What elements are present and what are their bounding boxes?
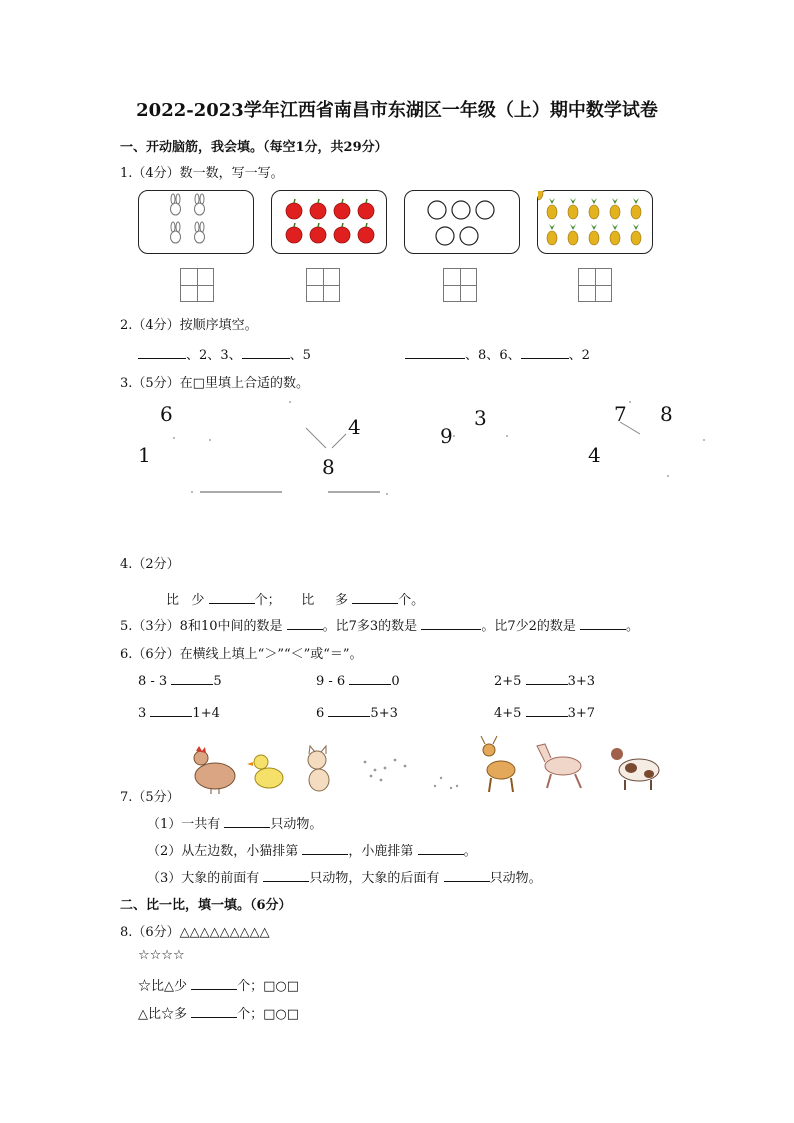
q2-sequence-1: 、2、3、 、5 bbox=[138, 344, 311, 363]
q3-stem: 3.（5分）在□里填上合适的数。 bbox=[120, 376, 309, 391]
q3-number: 7 bbox=[614, 402, 627, 426]
elephant-icon bbox=[364, 759, 407, 782]
q8-text: 个；□○□ bbox=[237, 1007, 300, 1022]
q8-text: △比☆多 bbox=[138, 1007, 187, 1022]
q8-stem: 8.（6分）△△△△△△△△△ bbox=[120, 925, 270, 940]
section-1-heading: 一、开动脑筋，我会填。（每空1分，共29分） bbox=[120, 140, 388, 155]
q3-number: 3 bbox=[474, 406, 487, 430]
q3-number: 4 bbox=[588, 443, 601, 467]
q7-blank[interactable] bbox=[224, 815, 270, 828]
q5-blank[interactable] bbox=[580, 617, 626, 630]
q5-text: 。比7少2的数是 bbox=[481, 619, 576, 634]
q6-right: 0 bbox=[391, 674, 400, 689]
q1-answer-grid-2[interactable] bbox=[306, 268, 340, 302]
q6-blank[interactable] bbox=[328, 704, 370, 717]
q2-blank[interactable] bbox=[138, 346, 186, 359]
horse-icon bbox=[537, 744, 581, 788]
q6-right: 1+4 bbox=[192, 706, 220, 721]
q3-number-diagram bbox=[120, 392, 720, 512]
q8-blank[interactable] bbox=[191, 1005, 237, 1018]
q7-stem: 7.（5分） bbox=[120, 790, 180, 805]
q6-blank[interactable] bbox=[526, 704, 568, 717]
q1-answer-grid-4[interactable] bbox=[578, 268, 612, 302]
q8-text: ☆比△少 bbox=[138, 979, 187, 994]
q2-value: 3 bbox=[220, 348, 229, 363]
rabbit-icon-group bbox=[139, 191, 253, 253]
q7-text: （2）从左边数，小猫排第 bbox=[147, 844, 299, 859]
q3-number: 9 bbox=[440, 424, 453, 448]
q7-blank[interactable] bbox=[418, 842, 464, 855]
q2-stem: 2.（4分）按顺序填空。 bbox=[120, 318, 258, 333]
q7-blank[interactable] bbox=[444, 869, 490, 882]
q6-blank[interactable] bbox=[526, 672, 568, 685]
q4-line bbox=[166, 589, 424, 608]
q6-item bbox=[316, 672, 400, 689]
q2-sequence-2: 、8、6、 、2 bbox=[405, 344, 590, 363]
q6-left: 3 bbox=[138, 706, 147, 721]
q7-text: （3）大象的前面有 bbox=[147, 871, 260, 886]
pineapple-icon-group bbox=[538, 191, 652, 253]
q8-stars: ☆☆☆☆ bbox=[138, 948, 185, 963]
q8-blank[interactable] bbox=[191, 977, 237, 990]
q2-blank[interactable] bbox=[405, 346, 465, 359]
q5-text: 。 bbox=[626, 619, 640, 634]
q4-blank[interactable] bbox=[352, 591, 398, 604]
q8-line-2 bbox=[138, 1003, 299, 1022]
q2-blank[interactable] bbox=[242, 346, 290, 359]
section-2-heading: 二、比一比，填一填。（6分） bbox=[120, 898, 292, 913]
q6-item bbox=[138, 672, 222, 689]
q7-sub-3 bbox=[147, 867, 542, 886]
cat-icon bbox=[308, 746, 329, 791]
q1-box-circles bbox=[404, 190, 520, 254]
q4-stem: 4.（2分） bbox=[120, 557, 180, 572]
q4-blank[interactable] bbox=[209, 591, 255, 604]
q3-number: 8 bbox=[660, 402, 673, 426]
q6-right: 5 bbox=[213, 674, 222, 689]
q7-text: 只动物。 bbox=[489, 871, 542, 886]
q8-line-1 bbox=[138, 975, 299, 994]
q4-word: 多 bbox=[334, 593, 348, 608]
rabbit-icon bbox=[434, 777, 458, 789]
q5-blank[interactable] bbox=[421, 617, 481, 630]
q7-text: 只动物，大象的后面有 bbox=[309, 871, 440, 886]
q4-word: 比 bbox=[301, 593, 315, 608]
q1-stem: 1.（4分）数一数，写一写。 bbox=[120, 166, 284, 181]
q6-item bbox=[316, 704, 398, 721]
deer-icon bbox=[481, 736, 515, 792]
apple-icon-group bbox=[272, 191, 386, 253]
q6-left: 2+5 bbox=[494, 674, 522, 689]
q2-value: 6 bbox=[499, 348, 508, 363]
q2-value: 2 bbox=[581, 348, 590, 363]
q7-animal-row bbox=[185, 732, 675, 796]
q7-blank[interactable] bbox=[302, 842, 348, 855]
q2-value: 5 bbox=[302, 348, 311, 363]
hen-icon bbox=[194, 746, 235, 794]
q6-item bbox=[494, 704, 595, 721]
q4-word: 个； bbox=[254, 593, 281, 608]
q5-text: 5.（3分）8和10中间的数是 bbox=[120, 619, 283, 634]
q2-blank[interactable] bbox=[521, 346, 569, 359]
q6-left: 9 - 6 bbox=[316, 674, 346, 689]
q7-text: 只动物。 bbox=[270, 817, 323, 832]
q3-number: 1 bbox=[138, 443, 151, 467]
q6-blank[interactable] bbox=[349, 672, 391, 685]
q1-answer-grid-3[interactable] bbox=[443, 268, 477, 302]
duck-icon bbox=[247, 755, 283, 788]
q6-item bbox=[494, 672, 595, 689]
q7-text: ，小鹿排第 bbox=[348, 844, 414, 859]
q6-stem: 6.（6分）在横线上填上“＞”“＜”或“＝”。 bbox=[120, 647, 363, 662]
q8-text: 个；□○□ bbox=[237, 979, 300, 994]
q1-box-rabbits bbox=[138, 190, 254, 254]
q3-number: 4 bbox=[348, 415, 361, 439]
q3-number: 8 bbox=[322, 455, 335, 479]
q5-line bbox=[120, 615, 639, 634]
page-title: 2022-2023学年江西省南昌市东湖区一年级（上）期中数学试卷 bbox=[136, 100, 658, 121]
q2-value: 8 bbox=[478, 348, 487, 363]
q4-word: 比 bbox=[166, 593, 180, 608]
q7-text: （1）一共有 bbox=[147, 817, 221, 832]
q1-box-pineapples bbox=[537, 190, 653, 254]
q6-blank[interactable] bbox=[150, 704, 192, 717]
q7-sub-2 bbox=[147, 840, 477, 859]
q6-right: 3+3 bbox=[567, 674, 596, 689]
q6-left: 8 - 3 bbox=[138, 674, 168, 689]
q6-right: 3+7 bbox=[567, 706, 596, 721]
q1-box-apples bbox=[271, 190, 387, 254]
q2-value: 2 bbox=[199, 348, 208, 363]
q4-word: 少 bbox=[191, 593, 205, 608]
q3-number: 6 bbox=[160, 402, 173, 426]
q6-blank[interactable] bbox=[171, 672, 213, 685]
q7-blank[interactable] bbox=[263, 869, 309, 882]
q5-text: 。比7多3的数是 bbox=[322, 619, 418, 634]
q1-answer-grid-1[interactable] bbox=[180, 268, 214, 302]
q6-right: 5+3 bbox=[370, 706, 398, 721]
q6-left: 6 bbox=[316, 706, 325, 721]
cow-icon bbox=[611, 748, 659, 790]
q7-text: 。 bbox=[463, 844, 477, 859]
circle-icon-group bbox=[405, 191, 519, 253]
q4-word: 个。 bbox=[398, 593, 425, 608]
q5-blank[interactable] bbox=[287, 617, 323, 630]
q6-left: 4+5 bbox=[494, 706, 522, 721]
q7-sub-1 bbox=[147, 813, 322, 832]
q6-item bbox=[138, 704, 220, 721]
